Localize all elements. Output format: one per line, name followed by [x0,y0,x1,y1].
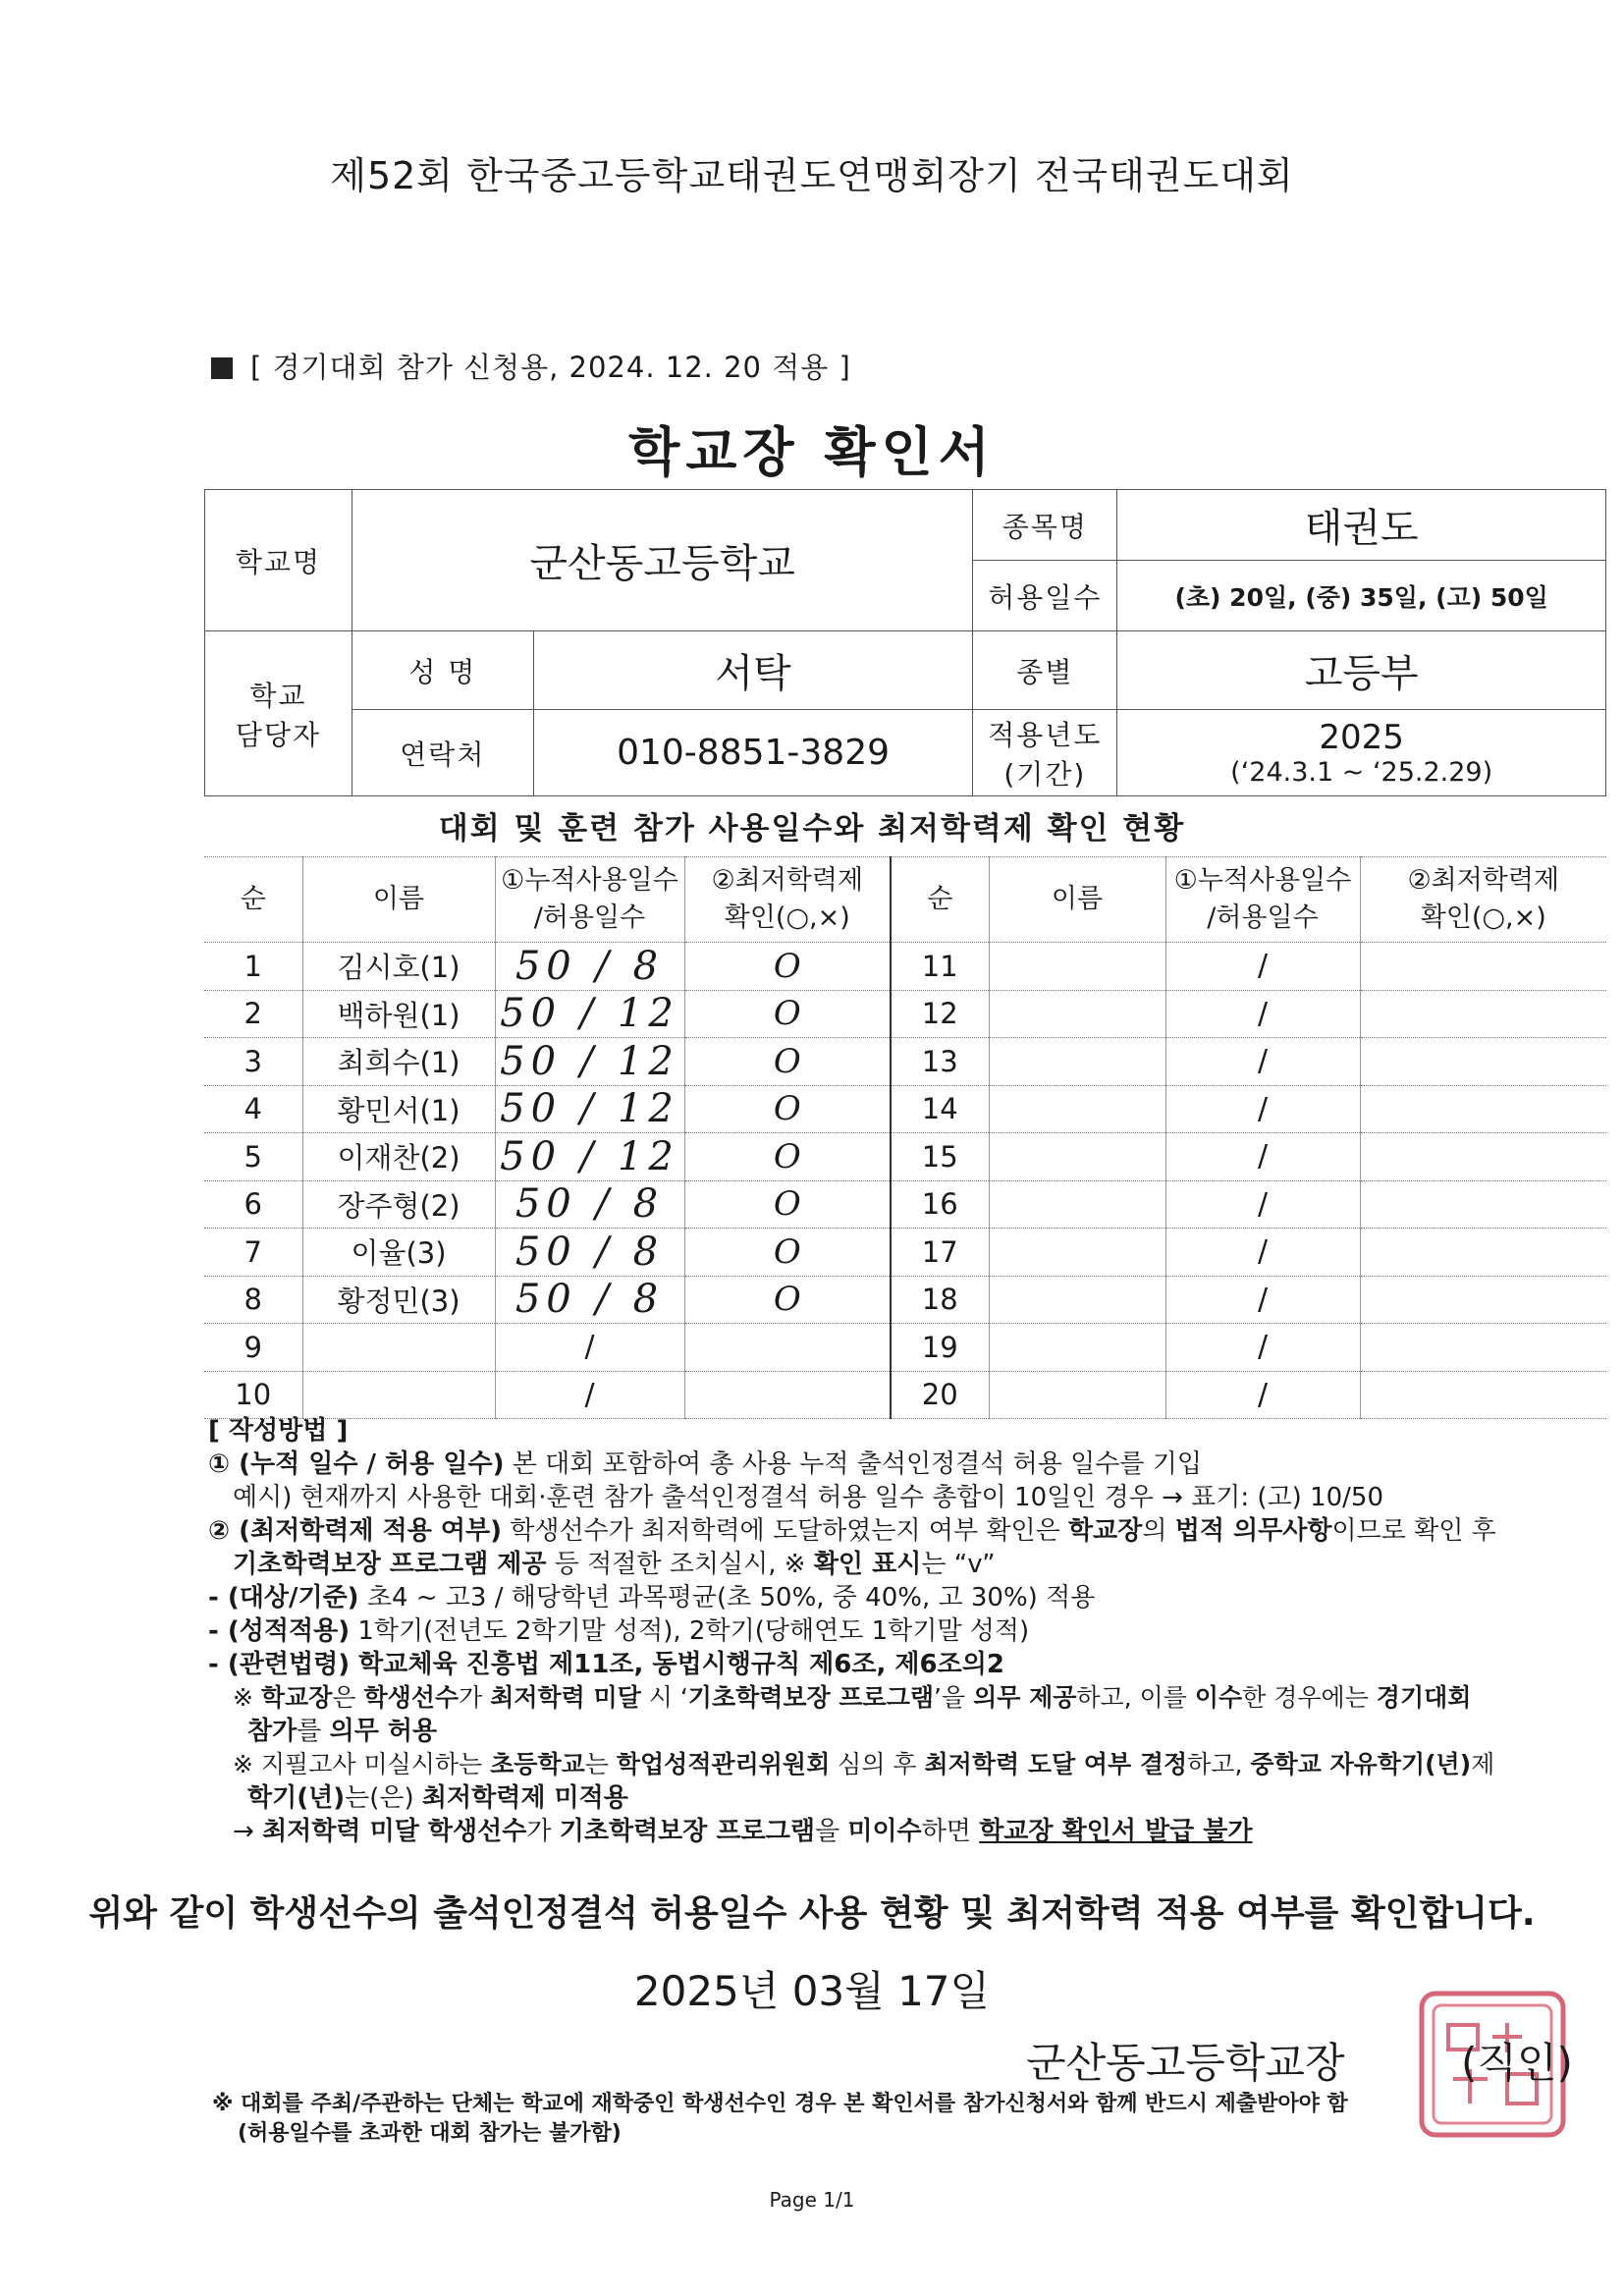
row-no: 17 [891,1229,989,1277]
allowed-days-value: (초) 20일, (중) 35일, (고) 50일 [1117,561,1606,631]
instruction-term: 최저학력제 미적용 [421,1783,628,1813]
row-days: 50 / 8 [495,943,684,991]
instructions [208,1414,1612,1848]
instruction-term: 최저학력 도달 여부 결정 [924,1750,1188,1778]
roster-body [204,943,1606,1419]
row-name: 장주형(2) [302,1180,495,1229]
header-no-left: 순 [204,857,302,943]
instruction-line-10 [208,1748,1612,1781]
row-days: 50 / 12 [495,1133,684,1181]
instruction-term: 경기대회 [1376,1683,1472,1712]
table-row [204,1371,1606,1419]
header-name-left: 이름 [302,857,495,943]
row-no: 13 [891,1038,989,1086]
row-name [989,1038,1165,1086]
row-name: 황민서(1) [302,1085,495,1133]
row-days: / [495,1371,684,1419]
instructions-heading [208,1414,1612,1448]
row-days: / [1165,1180,1360,1229]
instruction-term: 의무 제공 [973,1683,1077,1712]
instruction-line-4 [208,1548,1612,1581]
row-check [684,1324,891,1372]
table-row [204,1133,1606,1181]
instruction-term: 확인 표시 [813,1550,922,1579]
name-label: 성 명 [352,631,533,710]
instruction-text: 1학기(전년도 2학기말 성적), 2학기(당해연도 1학기말 성적) [350,1616,1030,1646]
instruction-line-6 [208,1614,1612,1648]
instruction-term: 학기(년) [247,1783,346,1813]
row-check: O [684,943,891,991]
instruction-term: 이수 [1194,1683,1243,1712]
row-no: 14 [891,1085,989,1133]
row-name: 백하원(1) [302,990,495,1038]
allowed-days-label: 허용일수 [973,561,1117,631]
instruction-text: 학생선수가 최저학력에 도달하였는지 여부 확인은 [501,1516,1069,1546]
row-days: 50 / 12 [495,1085,684,1133]
name-value: 서탁 [533,631,973,710]
instruction-text: 본 대회 포함하여 총 사용 누적 출석인정결석 허용 일수를 기입 [504,1449,1203,1479]
instruction-line-2 [208,1481,1612,1514]
table-row [204,1276,1606,1324]
row-name [989,1133,1165,1181]
row-name: 김시호(1) [302,943,495,991]
header-days-line2: /허용일수 [1207,902,1319,933]
status-title: 대회 및 훈련 참가 사용일수와 최저학력제 확인 현황 [438,811,1186,847]
info-table [204,489,1606,796]
instruction-text: 심의 후 [830,1750,925,1778]
footnote-line2: (허용일수를 초과한 대회 참가는 불가함) [238,2121,622,2146]
row-no: 7 [204,1229,302,1277]
division-value: 고등부 [1117,631,1606,710]
notice-line [211,346,851,386]
row-check [1360,990,1606,1038]
seal-label: (직인) [1461,2039,1573,2087]
year-label [973,710,1117,796]
row-days: 50 / 12 [495,990,684,1038]
header-check-right [1360,857,1606,943]
contact-label-line2: 담당자 [235,718,322,751]
instruction-term: 학업성적관리위원회 [616,1750,831,1778]
instruction-line-5 [208,1581,1612,1614]
row-check [1360,1229,1606,1277]
header-check-left [684,857,891,943]
row-name [302,1371,495,1419]
row-days: / [1165,1229,1360,1277]
instruction-text: 가 [459,1683,491,1712]
instruction-term: 최저학력 미달 학생선수 [262,1817,527,1846]
row-no: 9 [204,1324,302,1372]
instructions-heading-text: [ 작성방법 ] [208,1416,349,1446]
event-title: 제52회 한국중고등학교태권도연맹회장기 전국태권도대회 [330,154,1294,197]
instruction-text: ’을 [934,1683,974,1712]
instruction-term: 초등학교 [490,1750,585,1778]
footnote-line1: ※ 대회를 주최/주관하는 단체는 학교에 재학중인 학생선수인 경우 본 확인서를 참가신청서와 함께 반드시 제출받아야 함 [212,2092,1348,2116]
division-label: 종별 [973,631,1117,710]
confirmation-statement: 위와 같이 학생선수의 출석인정결석 허용일수 사용 현황 및 최저학력 적용 여부를 확인합니다. [88,1893,1536,1934]
instruction-line-3 [208,1514,1612,1548]
issue-date: 2025년 03월 17일 [633,1967,991,2015]
instruction-text: 는 “v” [921,1550,996,1579]
instruction-text: 하고, [1187,1750,1251,1778]
row-name [989,1085,1165,1133]
notice-text: [ 경기대회 참가 신청용, 2024. 12. 20 적용 ] [250,351,851,384]
instruction-term: 기초학력보장 프로그램 [687,1683,935,1712]
sport-label: 종목명 [973,490,1117,561]
header-check-line1: ②최저학력제 [711,865,864,896]
row-name [989,1229,1165,1277]
year-label-line1: 적용년도 [988,718,1103,751]
row-check [1360,1371,1606,1419]
instruction-term: 학교장 확인서 발급 불가 [979,1817,1253,1846]
row-no: 4 [204,1085,302,1133]
row-name [989,1324,1165,1372]
header-name-right: 이름 [989,857,1165,943]
phone-value: 010-8851-3829 [533,710,973,796]
row-no: 3 [204,1038,302,1086]
instruction-term: 기초학력보장 프로그램 제공 [233,1550,547,1579]
table-row [204,1085,1606,1133]
square-bullet-icon [211,357,233,379]
header-no-right: 순 [891,857,989,943]
row-check: O [684,1229,891,1277]
row-no: 15 [891,1133,989,1181]
table-row [204,1229,1606,1277]
instruction-term: ② (최저학력제 적용 여부) [208,1516,502,1546]
instruction-text: 는 [584,1750,617,1778]
instruction-text: 를 [297,1717,330,1746]
instruction-text: ※ 지필고사 미실시 [233,1750,435,1778]
row-days: / [495,1324,684,1372]
row-no: 1 [204,943,302,991]
instruction-text: 하고, 이를 [1076,1683,1195,1712]
instruction-term: 참가 [247,1717,298,1746]
instruction-term: - (대상/기준) [208,1583,359,1613]
row-name: 이율(3) [302,1229,495,1277]
row-name [989,990,1165,1038]
row-days: 50 / 8 [495,1229,684,1277]
row-days: / [1165,1371,1360,1419]
instruction-line-12 [208,1815,1612,1848]
year-value: 2025 [1319,718,1404,757]
row-name [989,943,1165,991]
row-days: 50 / 12 [495,1038,684,1086]
instruction-term: 기초학력보장 프로그램 [559,1817,815,1846]
instruction-term: 학교장 [260,1683,333,1712]
row-check [1360,1324,1606,1372]
header-check-line2: 확인(○,×) [724,902,850,933]
row-check: O [684,1085,891,1133]
row-check: O [684,1180,891,1229]
contact-label [205,631,352,796]
header-days-line1: ①누적사용일수 [1173,865,1352,896]
document-title: 학교장 확인서 [628,421,996,483]
row-days: / [1165,1133,1360,1181]
row-no: 10 [204,1371,302,1419]
row-no: 8 [204,1276,302,1324]
instruction-text: 등 적절한 조치실시, ※ [546,1550,814,1579]
row-check [1360,1180,1606,1229]
instruction-term: - (관련법령) [208,1650,351,1679]
table-row [204,1180,1606,1229]
row-name: 이재찬(2) [302,1133,495,1181]
row-name [302,1324,495,1372]
row-no: 5 [204,1133,302,1181]
footnote [212,2090,1587,2149]
row-check [1360,1133,1606,1181]
year-value-cell [1117,710,1606,796]
row-name: 최희수(1) [302,1038,495,1086]
instruction-text: 하면 [921,1817,980,1846]
instruction-term: 미이수 [847,1817,922,1846]
roster-table [204,856,1606,1419]
instruction-text: 예시) 현재까지 사용한 대회·훈련 참가 출석인정결석 허용 일수 총합이 10일인 경우 → 표기: (고) 10/50 [233,1483,1384,1512]
instruction-line-1 [208,1448,1612,1481]
row-name: 황정민(3) [302,1276,495,1324]
row-days: / [1165,1038,1360,1086]
year-period: (‘24.3.1 ~ ‘25.2.29) [1230,757,1493,788]
instruction-text: 초4 ~ 고3 / 해당학년 과목평균(초 50%, 중 40%, 고 30%) 적용 [358,1583,1096,1613]
instruction-text: 하는 [434,1750,491,1778]
table-row [204,943,1606,991]
instruction-term: 의무 허용 [329,1717,438,1746]
row-check [1360,943,1606,991]
instruction-line-11 [208,1781,1612,1815]
header-days-left [495,857,684,943]
row-days: / [1165,1324,1360,1372]
contact-label-line1: 학교 [249,679,307,712]
row-days: 50 / 8 [495,1276,684,1324]
instruction-text: 는(은) [345,1783,422,1813]
row-days: 50 / 8 [495,1180,684,1229]
row-days: / [1165,943,1360,991]
instruction-term: 중학교 자유학기(년) [1250,1750,1472,1778]
row-check [1360,1085,1606,1133]
row-no: 19 [891,1324,989,1372]
table-row [204,990,1606,1038]
page-number: Page 1/1 [769,2188,855,2212]
instruction-text: 가 [526,1817,560,1846]
instruction-line-8 [208,1681,1612,1715]
instruction-line-9 [208,1715,1612,1748]
instruction-term: 학교체육 진흥법 제11조, 동법시행규칙 제6조, 제6조의2 [350,1650,1004,1679]
row-check: O [684,1038,891,1086]
school-label: 학교명 [205,490,352,631]
header-days-line1: ①누적사용일수 [501,865,678,896]
header-days-line2: /허용일수 [533,902,646,933]
row-check [684,1371,891,1419]
phone-label: 연락처 [352,710,533,796]
row-name [989,1180,1165,1229]
instruction-term: 최저학력 미달 [490,1683,641,1712]
instruction-text: 이므로 확인 후 [1331,1516,1496,1546]
instruction-text: ※ [233,1683,261,1712]
row-no: 18 [891,1276,989,1324]
row-check: O [684,990,891,1038]
header-check-line1: ②최저학력제 [1407,865,1560,896]
instruction-term: 학교장 [1068,1516,1143,1546]
instruction-term: 학생선수 [363,1683,460,1712]
year-label-line2: (기간) [1003,757,1087,791]
row-no: 12 [891,990,989,1038]
instruction-text: 은 [332,1683,364,1712]
row-no: 11 [891,943,989,991]
instruction-text: → [233,1817,263,1846]
instruction-text: 의 [1142,1516,1175,1546]
row-days: / [1165,1276,1360,1324]
row-days: / [1165,990,1360,1038]
header-check-line2: 확인(○,×) [1420,902,1546,933]
header-days-right [1165,857,1360,943]
principal-name: 군산동고등학교장 [1026,2039,1345,2087]
instruction-term: ① (누적 일수 / 허용 일수) [208,1449,505,1479]
row-check [1360,1038,1606,1086]
table-row [204,1324,1606,1372]
row-check: O [684,1276,891,1324]
instruction-term: 법적 의무사항 [1174,1516,1332,1546]
school-value: 군산동고등학교 [352,490,973,631]
row-no: 6 [204,1180,302,1229]
instruction-text: 제 [1471,1750,1495,1778]
instruction-text: 을 [814,1817,848,1846]
row-check: O [684,1133,891,1181]
table-row [204,1038,1606,1086]
row-no: 20 [891,1371,989,1419]
row-name [989,1371,1165,1419]
row-name [989,1276,1165,1324]
row-check [1360,1276,1606,1324]
row-days: / [1165,1085,1360,1133]
instruction-text: 시 ‘ [640,1683,688,1712]
instruction-text: 한 경우에는 [1242,1683,1377,1712]
instruction-term: - (성적적용) [208,1616,351,1646]
sport-value: 태권도 [1117,490,1606,561]
row-no: 16 [891,1180,989,1229]
row-no: 2 [204,990,302,1038]
instruction-line-7 [208,1648,1612,1681]
